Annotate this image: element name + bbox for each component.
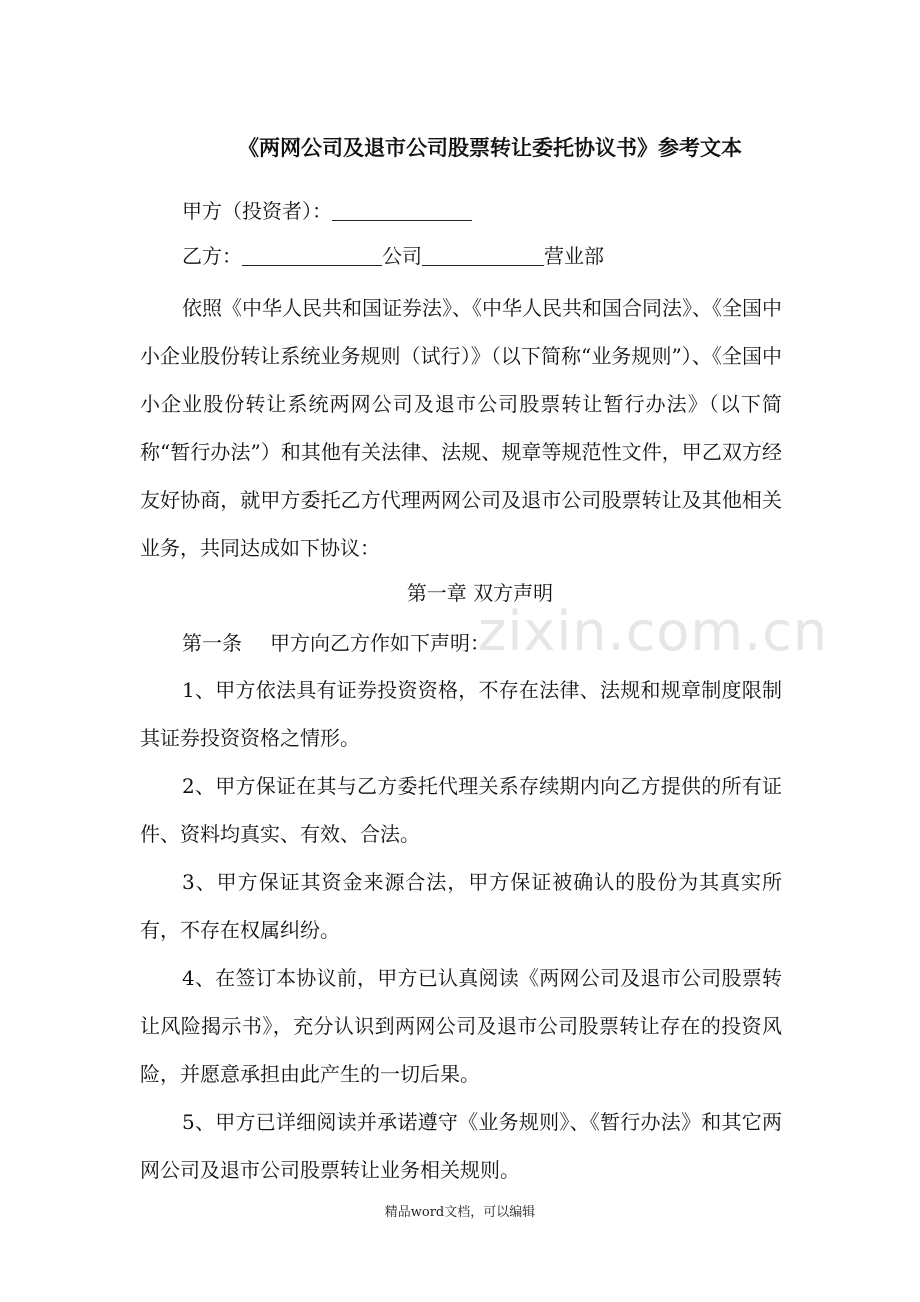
watermark: zixin.com.cn	[478, 600, 829, 663]
party-b-company-label: 公司	[382, 244, 422, 268]
party-a-label: 甲方（投资者）：	[182, 199, 332, 223]
clause-4: 4、在签订本协议前，甲方已认真阅读《两网公司及退市公司股票转让风险揭示书》，充分认识到两网公司及退市公司股票转让存在的投资风险，并愿意承担由此产生的一切后果。	[140, 966, 782, 1086]
party-b-company-blank	[242, 243, 382, 266]
document-title: 《两网公司及退市公司股票转让委托协议书》参考文本	[238, 135, 742, 160]
party-b-label: 乙方：	[182, 244, 242, 268]
clause-5: 5、甲方已详细阅读并承诺遵守《业务规则》、《暂行办法》和其它两网公司及退市公司股票转让业务相关规则。	[140, 1110, 782, 1182]
party-b-branch-label: 营业部	[544, 244, 604, 268]
chapter-heading: 第一章 双方声明	[406, 581, 554, 605]
article-heading	[182, 627, 490, 659]
party-a-blank	[332, 198, 472, 221]
page-footer: 精品word文档，可以编辑	[384, 1205, 536, 1220]
party-b-branch-blank	[422, 243, 544, 266]
clause-2: 2、甲方保证在其与乙方委托代理关系存续期内向乙方提供的所有证件、资料均真实、有效、合法。	[140, 774, 782, 846]
article-number: 第一条	[182, 631, 242, 655]
clause-1: 1、甲方依法具有证券投资资格，不存在法律、法规和规章制度限制其证券投资资格之情形。	[140, 678, 782, 750]
party-b-line	[182, 240, 604, 272]
article-text: 甲方向乙方作如下声明：	[270, 631, 490, 655]
intro-paragraph: 依照《中华人民共和国证券法》、《中华人民共和国合同法》、《全国中小企业股份转让系统业务规则（试行）》（以下简称“业务规则”）、《全国中小企业股份转让系统两网公司及退市公司股票转让暂行办法》（以下简称“暂行办法”）和其他有关法律、法规、规章等规范性文件，甲乙双方经友好协商，就甲方委托乙方代理两网公司及退市公司股票转让及其他相关业务，共同达成如下协议：	[140, 296, 782, 560]
clause-3: 3、甲方保证其资金来源合法，甲方保证被确认的股份为其真实所有，不存在权属纠纷。	[140, 870, 782, 942]
party-a-line	[182, 195, 472, 227]
